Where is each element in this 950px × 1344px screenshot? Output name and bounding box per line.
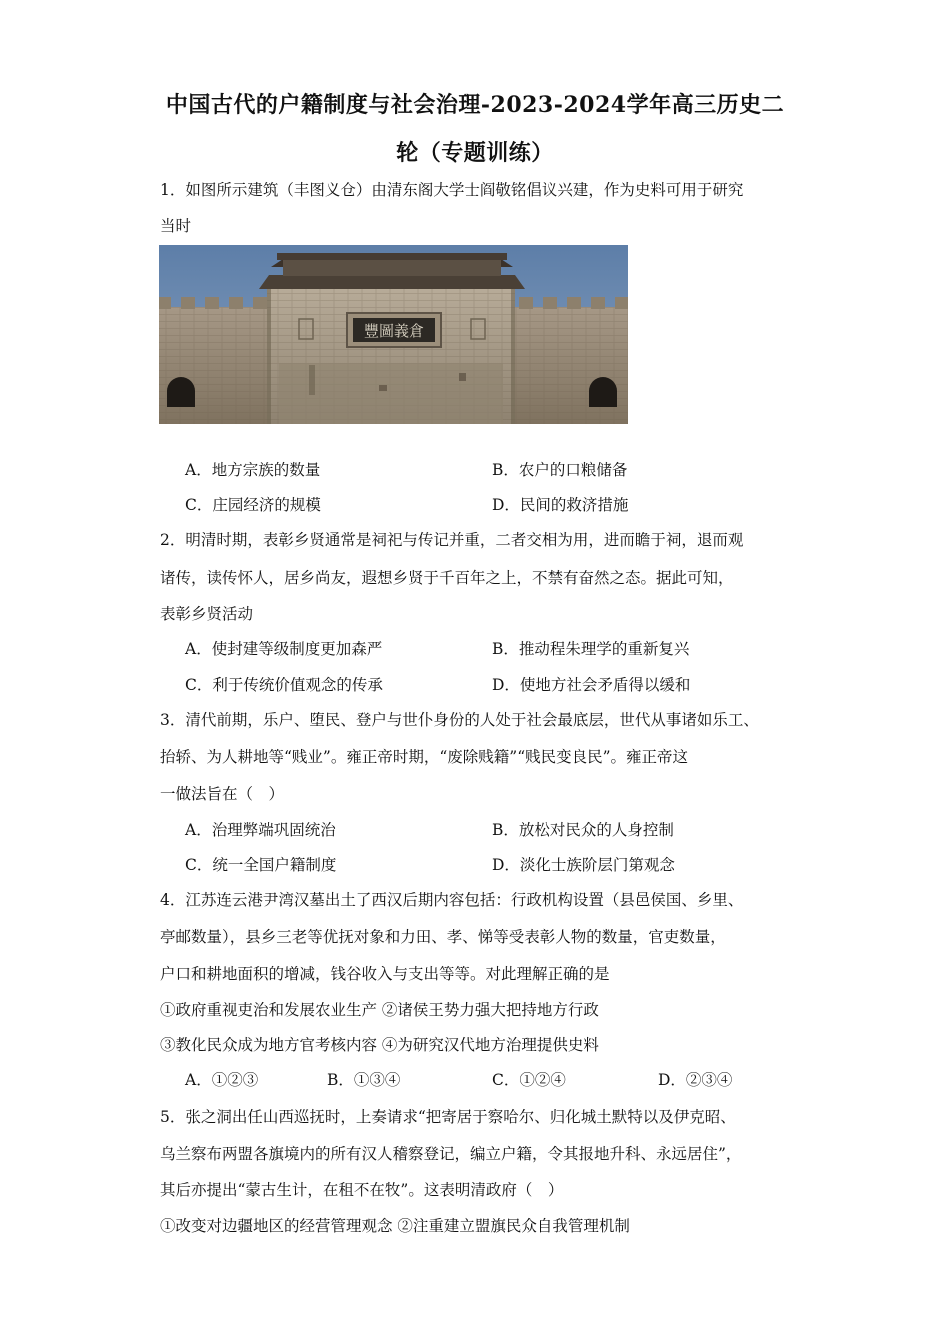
document-title-line-1: 中国古代的户籍制度与社会治理-2023-2024学年高三历史二 [165, 92, 785, 118]
q3-stem-line-1: 3．清代前期，乐户、堕民、登户与世仆身份的人处于社会最底层，世代从事诸如乐工、 [160, 711, 759, 729]
q2-option-c[interactable]: C．利于传统价值观念的传承 [185, 676, 383, 694]
q2-stem-line-3: 表彰乡贤活动 [160, 605, 254, 623]
q5-stem-line-2: 乌兰察布两盟各旗境内的所有汉人稽察登记，编立户籍，令其报地升科、永远居住”， [160, 1145, 742, 1163]
q2-option-b[interactable]: B．推动程朱理学的重新复兴 [492, 640, 690, 658]
q1-stem-line-2: 当时 [160, 217, 192, 235]
q3-option-a[interactable]: A．治理弊端巩固统治 [185, 821, 336, 839]
q3-option-b[interactable]: B．放松对民众的人身控制 [492, 821, 674, 839]
q5-stem-line-1: 5．张之洞出任山西巡抚时，上奏请求“把寄居于察哈尔、归化城土默特以及伊克昭、 [160, 1108, 736, 1126]
q4-option-b[interactable]: B．①③④ [327, 1071, 401, 1089]
q4-stem-line-2: 亭邮数量），县乡三老等优抚对象和力田、孝、悌等受表彰人物的数量，官吏数量， [160, 928, 726, 946]
q2-option-d[interactable]: D．使地方社会矛盾得以缓和 [492, 676, 691, 694]
q1-option-a[interactable]: A．地方宗族的数量 [185, 461, 321, 479]
q1-stem-line-1: 1．如图所示建筑（丰图义仓）由清东阁大学士阎敬铭倡议兴建，作为史料可用于研究 [160, 181, 744, 199]
q4-statement-line-1: ①政府重视吏治和发展农业生产 ②诸侯王势力强大把持地方行政 [160, 1001, 599, 1019]
q4-statement-line-2: ③教化民众成为地方官考核内容 ④为研究汉代地方治理提供史料 [160, 1036, 599, 1054]
q1-option-c[interactable]: C．庄园经济的规模 [185, 496, 321, 514]
q1-option-d[interactable]: D．民间的救济措施 [492, 496, 629, 514]
q5-statement-line-1: ①改变对边疆地区的经营管理观念 ②注重建立盟旗民众自我管理机制 [160, 1217, 630, 1235]
q2-stem-line-2: 诸传，读传怀人，居乡尚友，遐想乡贤于千百年之上，不禁有奋然之态。据此可知， [160, 569, 734, 587]
q3-stem-line-3: 一做法旨在（ ） [160, 785, 285, 803]
document-title-line-2: 轮（专题训练） [396, 140, 554, 166]
plaque-text: 豐圖義倉 [363, 322, 425, 340]
q1-option-b[interactable]: B．农户的口粮储备 [492, 461, 628, 479]
q2-stem-line-1: 2．明清时期，表彰乡贤通常是祠祀与传记并重，二者交相为用，进而瞻于祠，退而观 [160, 531, 744, 549]
q4-option-d[interactable]: D．②③④ [658, 1071, 733, 1089]
q4-stem-line-3: 户口和耕地面积的增减，钱谷收入与支出等等。对此理解正确的是 [160, 965, 610, 983]
q4-stem-line-1: 4．江苏连云港尹湾汉墓出土了西汉后期内容包括：行政机构设置（县邑侯国、乡里、 [160, 891, 744, 909]
granary-photo [159, 245, 628, 424]
q3-option-c[interactable]: C．统一全国户籍制度 [185, 856, 337, 874]
q2-option-a[interactable]: A．使封建等级制度更加森严 [185, 640, 383, 658]
q3-option-d[interactable]: D．淡化士族阶层门第观念 [492, 856, 675, 874]
q4-option-c[interactable]: C．①②④ [492, 1071, 566, 1089]
q5-stem-line-3: 其后亦提出“蒙古生计，在租不在牧”。这表明清政府（ ） [160, 1181, 564, 1199]
q3-stem-line-2: 抬轿、为人耕地等“贱业”。雍正帝时期，“废除贱籍”“贱民变良民”。雍正帝这 [160, 748, 689, 766]
q4-option-a[interactable]: A．①②③ [185, 1071, 259, 1089]
